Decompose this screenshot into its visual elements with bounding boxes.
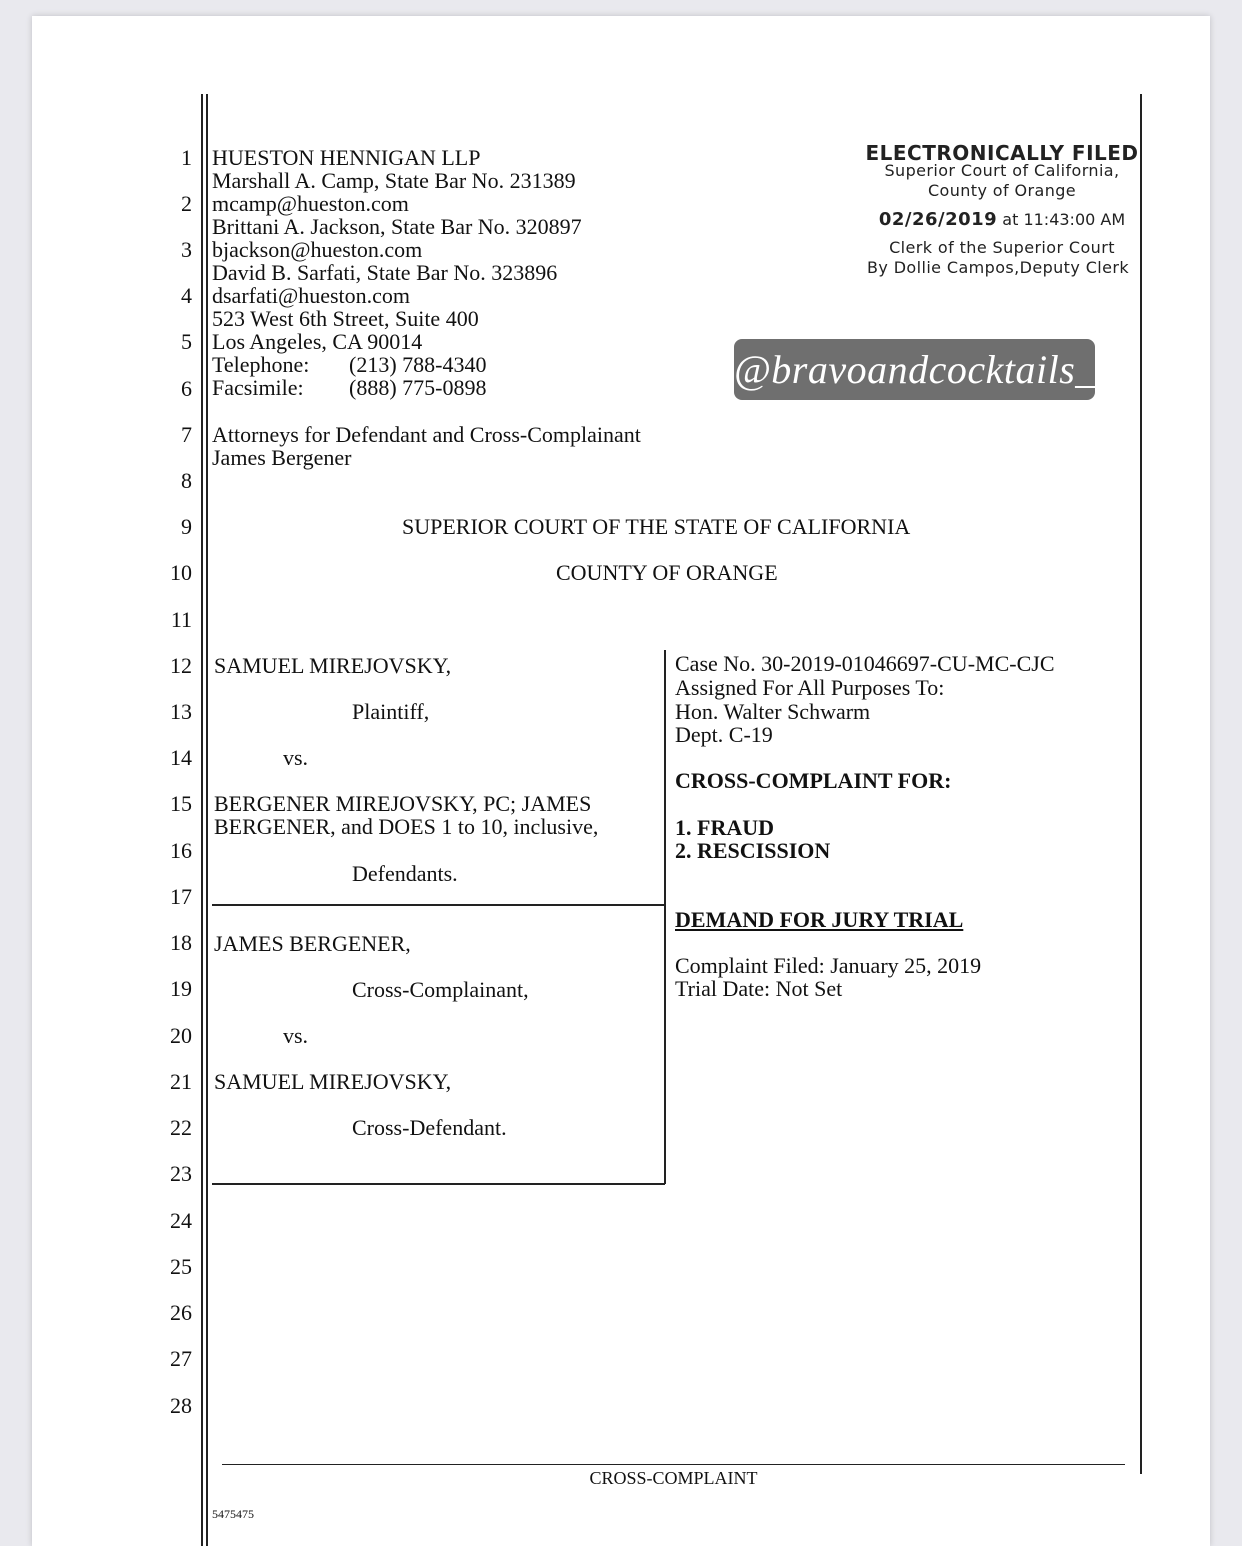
line-number: 2: [181, 191, 192, 216]
claim-fraud: 1. FRAUD: [675, 815, 774, 840]
telephone-label: Telephone:: [212, 352, 310, 377]
attorney-line: David B. Sarfati, State Bar No. 323896: [212, 260, 558, 285]
line-number: 10: [170, 560, 192, 585]
line-number: 7: [181, 422, 192, 447]
defendants-line-2: BERGENER, and DOES 1 to 10, inclusive,: [214, 814, 599, 839]
line-number: 21: [170, 1069, 192, 1094]
plaintiff-role: Plaintiff,: [352, 699, 430, 724]
firm-name: HUESTON HENNIGAN LLP: [212, 145, 481, 170]
footer-title: CROSS-COMPLAINT: [589, 1468, 758, 1488]
facsimile-label: Facsimile:: [212, 375, 304, 400]
attorney-line: 523 West 6th Street, Suite 400: [212, 306, 479, 331]
court-name: SUPERIOR COURT OF THE STATE OF CALIFORNIA: [402, 514, 911, 539]
footer-rule: [222, 1464, 1125, 1465]
stamp-county: County of Orange: [927, 181, 1077, 200]
line-number: 25: [170, 1254, 192, 1279]
line-number: 23: [170, 1161, 192, 1186]
line-number: 19: [170, 976, 192, 1001]
stamp-date: 02/26/2019: [878, 209, 998, 230]
line-number: 5: [181, 329, 192, 354]
left-margin-line-inner: [206, 94, 208, 1546]
document-page: [32, 16, 1210, 1546]
stamp-court: Superior Court of California,: [884, 161, 1120, 180]
line-number: 15: [170, 791, 192, 816]
assigned-to: Assigned For All Purposes To:: [675, 675, 945, 700]
versus-2: vs.: [283, 1023, 309, 1048]
stamp-title: ELECTRONICALLY FILED: [865, 141, 1139, 165]
trial-date: Trial Date: Not Set: [675, 976, 843, 1001]
department: Dept. C-19: [675, 722, 773, 747]
caption-divider-lower: [212, 1183, 665, 1185]
line-number: 24: [170, 1208, 192, 1233]
line-number: 22: [170, 1115, 192, 1140]
cross-complainant-role: Cross-Complainant,: [352, 977, 529, 1002]
line-number: 14: [170, 745, 192, 770]
line-number: 16: [170, 838, 192, 863]
cross-complainant-name: JAMES BERGENER,: [214, 931, 411, 956]
claim-rescission: 2. RESCISSION: [675, 838, 831, 863]
line-number: 28: [170, 1393, 192, 1418]
attorneys-for-line-2: James Bergener: [212, 445, 352, 470]
attorney-line: bjackson@hueston.com: [212, 237, 423, 262]
cross-defendant-role: Cross-Defendant.: [352, 1115, 507, 1140]
complaint-filed: Complaint Filed: January 25, 2019: [675, 953, 982, 978]
cross-complaint-heading: CROSS-COMPLAINT FOR:: [675, 768, 952, 793]
attorneys-for-line-1: Attorneys for Defendant and Cross-Complainant: [212, 422, 641, 447]
attorney-line: dsarfati@hueston.com: [212, 283, 411, 308]
line-number: 26: [170, 1300, 192, 1325]
facsimile-number: (888) 775-0898: [349, 375, 487, 400]
jury-demand: DEMAND FOR JURY TRIAL: [675, 907, 964, 932]
attorney-line: Marshall A. Camp, State Bar No. 231389: [212, 168, 576, 193]
stamp-datetime: [832, 209, 1172, 230]
judge-name: Hon. Walter Schwarm: [675, 699, 871, 724]
line-number: 9: [181, 514, 192, 539]
line-number: 27: [170, 1346, 192, 1371]
attorney-line: Los Angeles, CA 90014: [212, 329, 423, 354]
document-id: 5475475: [212, 1507, 254, 1521]
line-number: 4: [181, 283, 192, 308]
line-number: 12: [170, 653, 192, 678]
line-number: 6: [181, 376, 192, 401]
versus-1: vs.: [283, 745, 309, 770]
line-number: 8: [181, 468, 192, 493]
caption-divider-vertical: [664, 650, 666, 1184]
watermark-badge: @bravoandcocktails_: [734, 339, 1095, 400]
court-county: COUNTY OF ORANGE: [556, 560, 778, 585]
line-number: 18: [170, 930, 192, 955]
telephone-number: (213) 788-4340: [349, 352, 487, 377]
attorney-line: Brittani A. Jackson, State Bar No. 320897: [212, 214, 582, 239]
line-number: 3: [181, 237, 192, 262]
line-number: 20: [170, 1023, 192, 1048]
line-number: 17: [170, 884, 192, 909]
case-number: Case No. 30-2019-01046697-CU-MC-CJC: [675, 651, 1055, 676]
defendants-line-1: BERGENER MIREJOVSKY, PC; JAMES: [214, 791, 592, 816]
line-number: 11: [170, 607, 192, 632]
right-margin-line: [1140, 94, 1142, 1474]
caption-divider-upper: [212, 904, 665, 906]
stamp-clerk: Clerk of the Superior Court: [889, 238, 1115, 257]
cross-defendant-name: SAMUEL MIREJOVSKY,: [214, 1069, 452, 1094]
line-number: 1: [181, 145, 192, 170]
left-margin-line-outer: [201, 94, 203, 1546]
stamp-deputy: By Dollie Campos,Deputy Clerk: [866, 258, 1130, 277]
line-number: 13: [170, 699, 192, 724]
plaintiff-name: SAMUEL MIREJOVSKY,: [214, 653, 452, 678]
attorney-line: mcamp@hueston.com: [212, 191, 409, 216]
stamp-time: at 11:43:00 AM: [1002, 210, 1126, 229]
defendants-role: Defendants.: [352, 861, 458, 886]
